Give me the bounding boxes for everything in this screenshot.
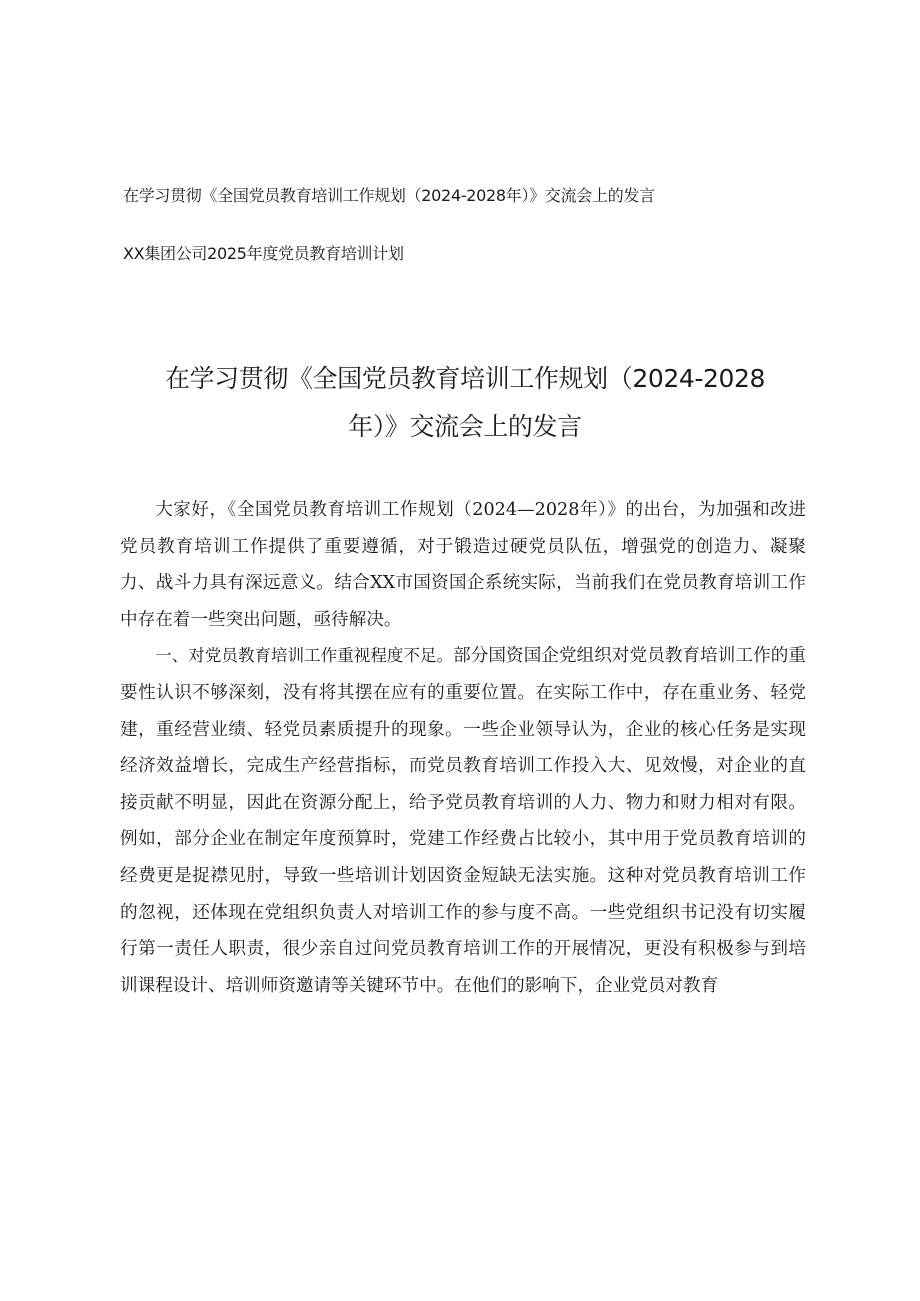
paragraph-section-1 [120, 638, 806, 1004]
toc-item: 在学习贯彻《全国党员教育培训工作规划（2024-2028年）》交流会上的发言 [123, 186, 655, 205]
paragraph-intro: 大家好，《全国党员教育培训工作规划（2024—2028年）》的出台，为加强和改进党员教育培训工作提供了重要遵循，对于锻造过硬党员队伍，增强党的创造力、凝聚力、战斗力具有深远意义。结合XX市国资国企系统实际，当前我们在党员教育培训工作中存在着一些突出问题，亟待解决。 [120, 500, 806, 630]
section-text: 部分国资国企党组织对党员教育培训工作的重要性认识不够深刻，没有将其摆在应有的重要位置。在实际工作中，存在重业务、轻党建，重经营业绩、轻党员素质提升的现象。一些企业领导认为，企业的核心任务是实现经济效益增长，完成生产经营指标，而党员教育培训工作投入大、见效慢，对企业的直接贡献不明显，因此在资源分配上，给予党员教育培训的人力、物力和财力相对有限。例如，部分企业在制定年度预算时，党建工作经费占比较小，其中用于党员教育培训的经费更是捉襟见肘，导致一些培训计划因资金短缺无法实施。这种对党员教育培训工作的忽视，还体现在党组织负责人对培训工作的参与度不高。一些党组织书记没有切实履行第一责任人职责，很少亲自过问党员教育培训工作的开展情况，更没有积极参与到培训课程设计、培训师资邀请等关键环节中。在他们的影响下，企业党员对教育 [120, 646, 806, 996]
document-body [120, 492, 806, 1004]
document-title [120, 355, 810, 451]
title-line-1: 在学习贯彻《全国党员教育培训工作规划（2024-2028 [164, 364, 766, 393]
section-heading: 一、对党员教育培训工作重视程度不足。 [155, 646, 454, 666]
table-of-contents [123, 184, 823, 266]
toc-item: XX集团公司2025年度党员教育培训计划 [123, 244, 404, 263]
title-line-2: 年）》交流会上的发言 [348, 412, 582, 441]
